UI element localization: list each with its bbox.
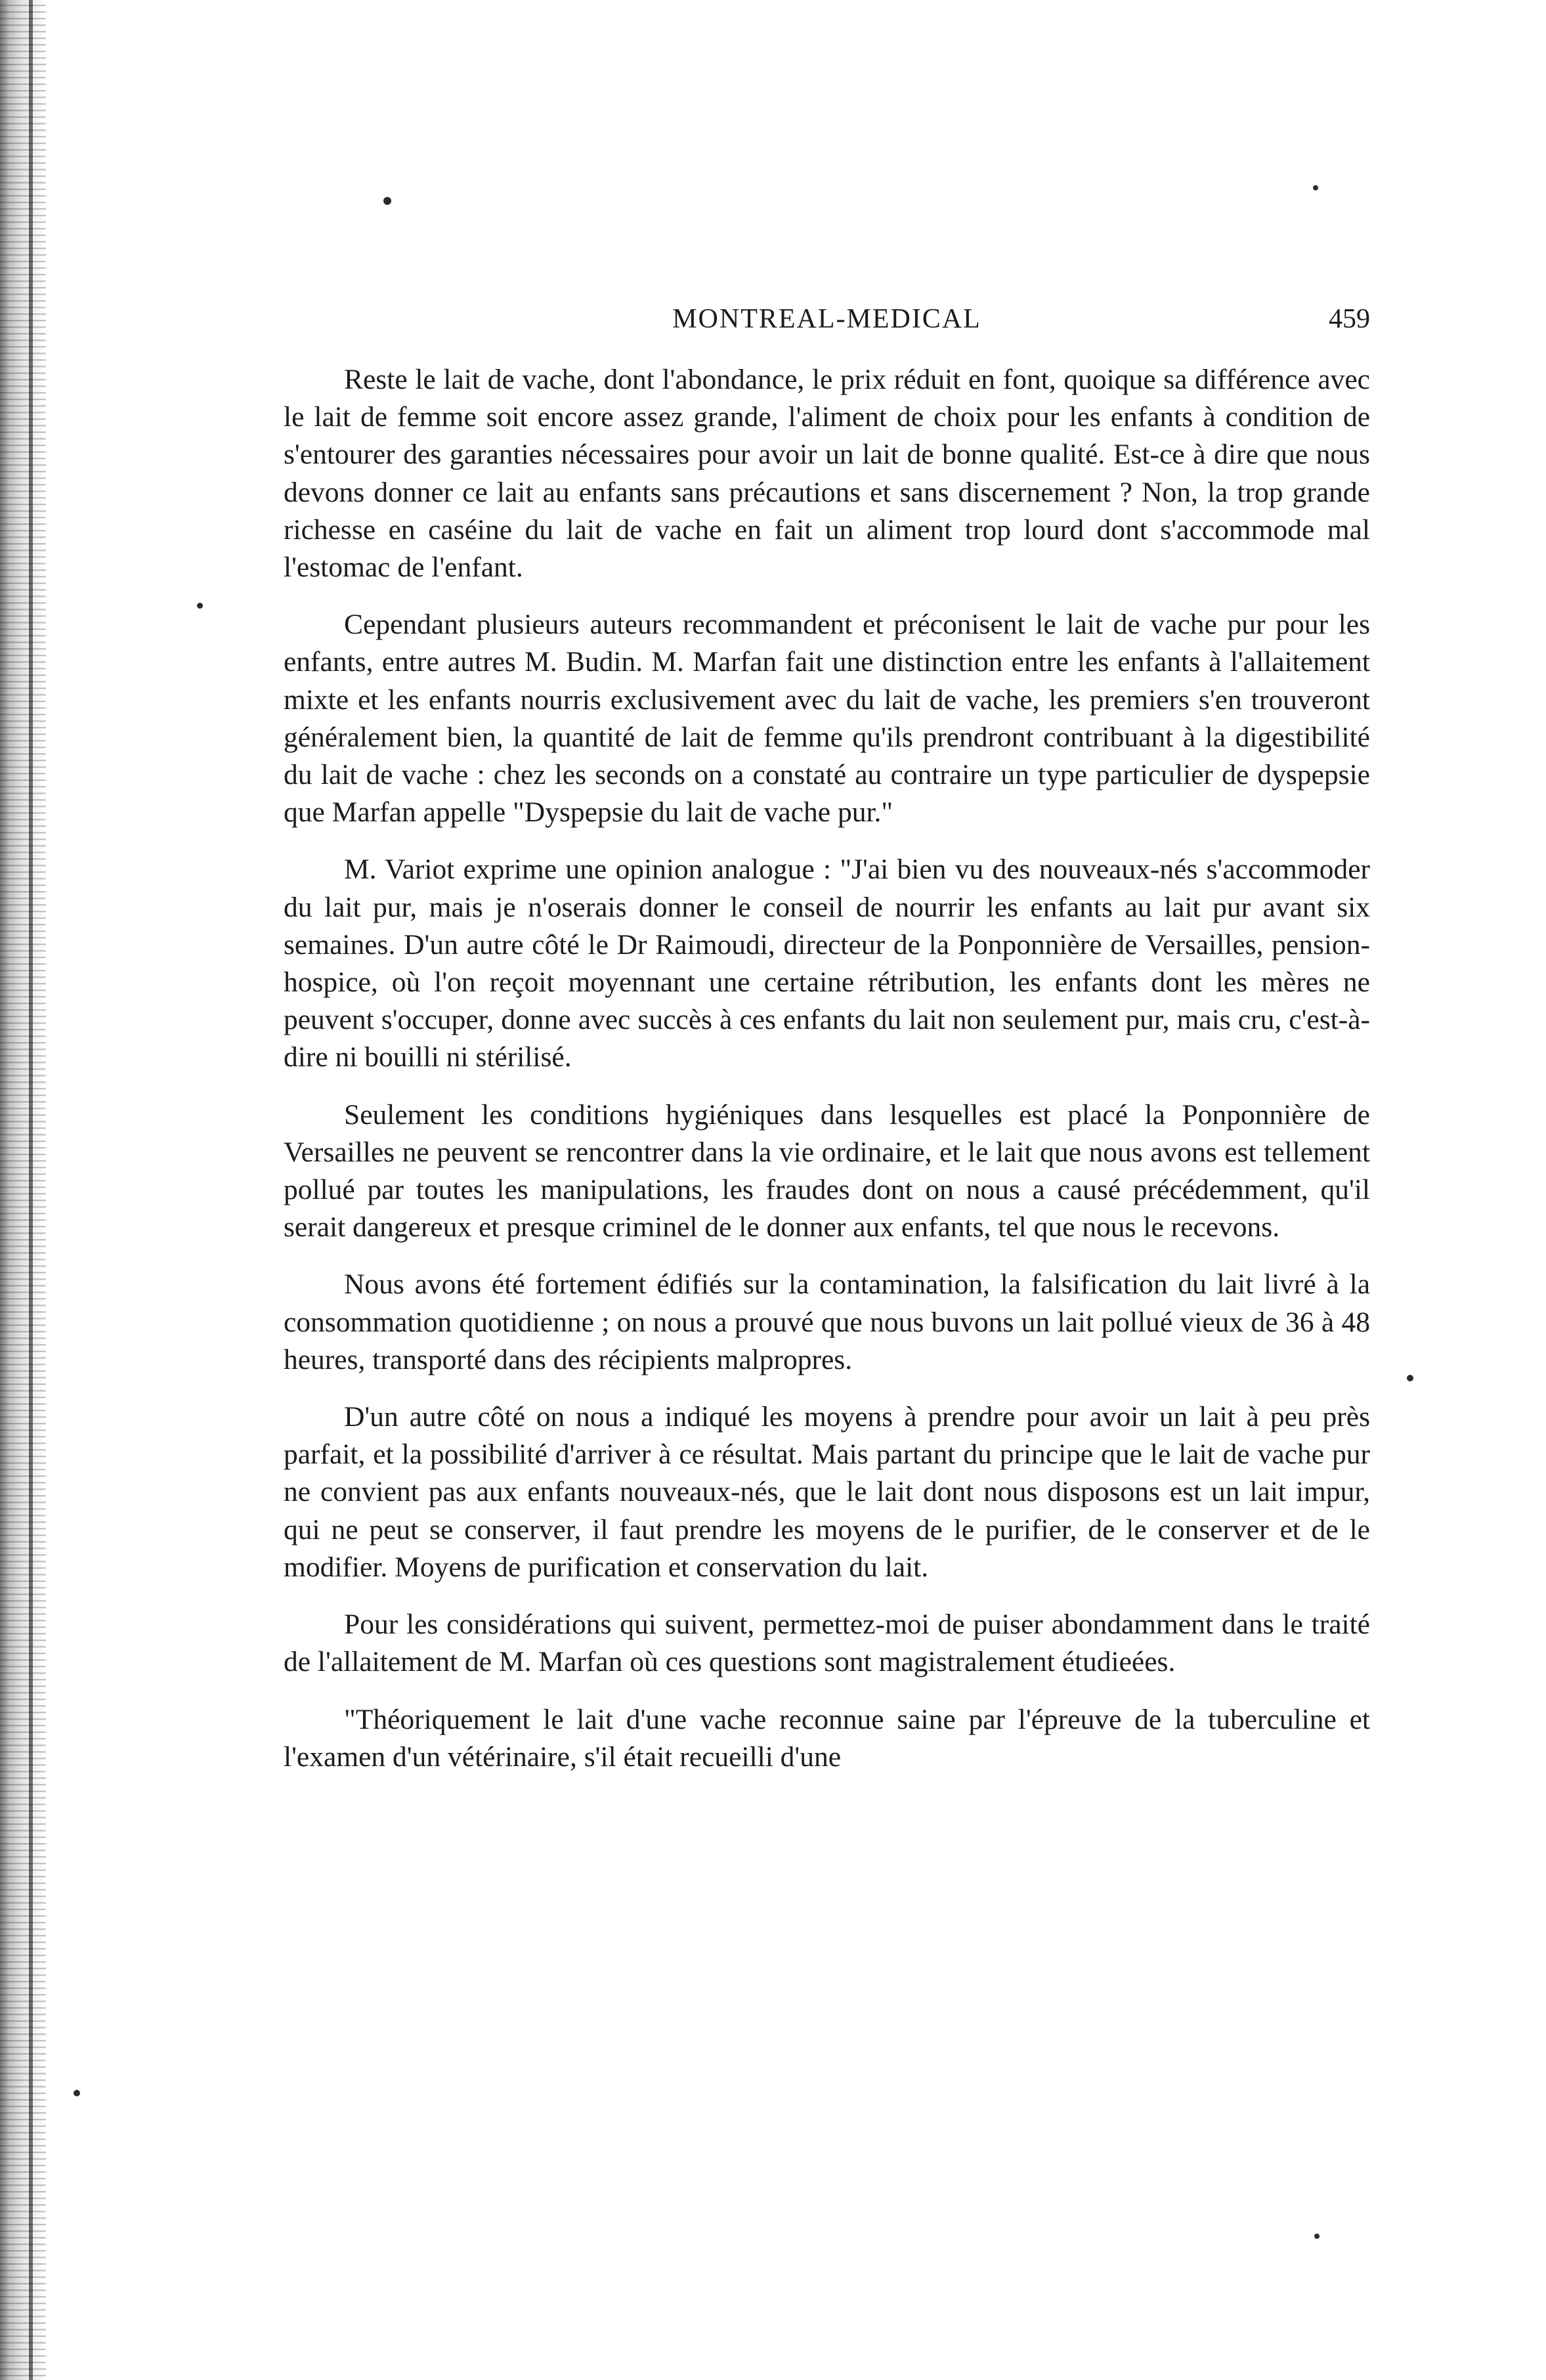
scan-speck	[1407, 1375, 1413, 1381]
body-text	[284, 361, 1370, 1796]
paragraph: Pour les considérations qui suivent, permettez-moi de puiser abondamment dans le traité de l'allaitement de M. Marfan où ces questions sont magistralement étudieées.	[284, 1609, 1370, 1678]
paragraph: M. Variot exprime une opinion analogue : "J'ai bien vu des nouveaux-nés s'accommoder du lait pur, mais je n'oserais donner le conseil de nourrir les enfants au lait pur avant six semaines. D'un autre côté le Dr Raimoudi, directeur de la Ponponnière de Versailles, pension-hospice, où l'on reçoit moyennant une certaine rétribution, les enfants dont les mères ne peuvent s'occuper, donne avec succès à ces enfants du lait non seulement pur, mais cru, c'est-à-dire ni bouilli ni stérilisé.	[284, 854, 1370, 1073]
paragraph: D'un autre côté on nous a indiqué les moyens à prendre pour avoir un lait à peu près parfait, et la possibilité d'arriver à ce résultat. Mais partant du principe que le lait de vache pur ne convient pas aux enfants nouveaux-nés, que le lait dont nous disposons est un lait impur, qui ne peut se conserver, il faut prendre les moyens de le purifier, de le conserver et de le modifier. Moyens de purification et conservation du lait.	[284, 1401, 1370, 1583]
paragraph: Reste le lait de vache, dont l'abondance, le prix réduit en font, quoique sa différence avec le lait de femme soit encore assez grande, l'aliment de choix pour les enfants à condition de s'entourer des garanties nécessaires pour avoir un lait de bonne qualité. Est-ce à dire que nous devons donner ce lait au enfants sans précautions et sans discernement ? Non, la trop grande richesse en caséine du lait de vache en fait un aliment trop lourd dont s'accommode mal l'estomac de l'enfant.	[284, 364, 1370, 584]
scan-speck	[383, 197, 391, 205]
paragraph: Seulement les conditions hygiéniques dans lesquelles est placé la Ponponnière de Versailles ne peuvent se rencontrer dans la vie ordinaire, et le lait que nous avons est tellement pollué par toutes les manipulations, les fraudes dont on nous a causé précédemment, qu'il serait dangereux et presque criminel de le donner aux enfants, tel que nous le recevons.	[284, 1098, 1370, 1244]
scan-speck	[74, 2090, 80, 2096]
running-title: MONTREAL-MEDICAL	[672, 304, 981, 334]
scan-binding-line	[29, 0, 33, 2380]
scan-speck	[1313, 185, 1318, 190]
scan-speck	[1314, 2234, 1320, 2239]
paragraph: Cependant plusieurs auteurs recommandent et préconisent le lait de vache pur pour les enfants, entre autres M. Budin. M. Marfan fait une distinction entre les enfants à l'allaitement mixte et les enfants nourris exclusivement avec du lait de vache, les premiers s'en trouveront généralement bien, la quantité de lait de femme qu'ils prendront contribuant à la digestibilité du lait de vache : chez les seconds on a constaté au contraire un type particulier de dyspepsie que Marfan appelle "Dyspepsie du lait de vache pur."	[284, 609, 1370, 829]
paragraph: Nous avons été fortement édifiés sur la contamination, la falsification du lait livré à la consommation quotidienne ; on nous a prouvé que nous buvons un lait pollué vieux de 36 à 48 heures, transporté dans des récipients malpropres.	[284, 1268, 1370, 1375]
scan-speck	[197, 603, 203, 609]
scan-binding-edge	[0, 0, 46, 2380]
paragraph: "Théoriquement le lait d'une vache reconnue saine par l'épreuve de la tuberculine et l'examen d'un vétérinaire, s'il était recueilli d'une	[284, 1703, 1370, 1773]
page-number: 459	[1329, 304, 1370, 334]
running-head	[284, 289, 1370, 341]
